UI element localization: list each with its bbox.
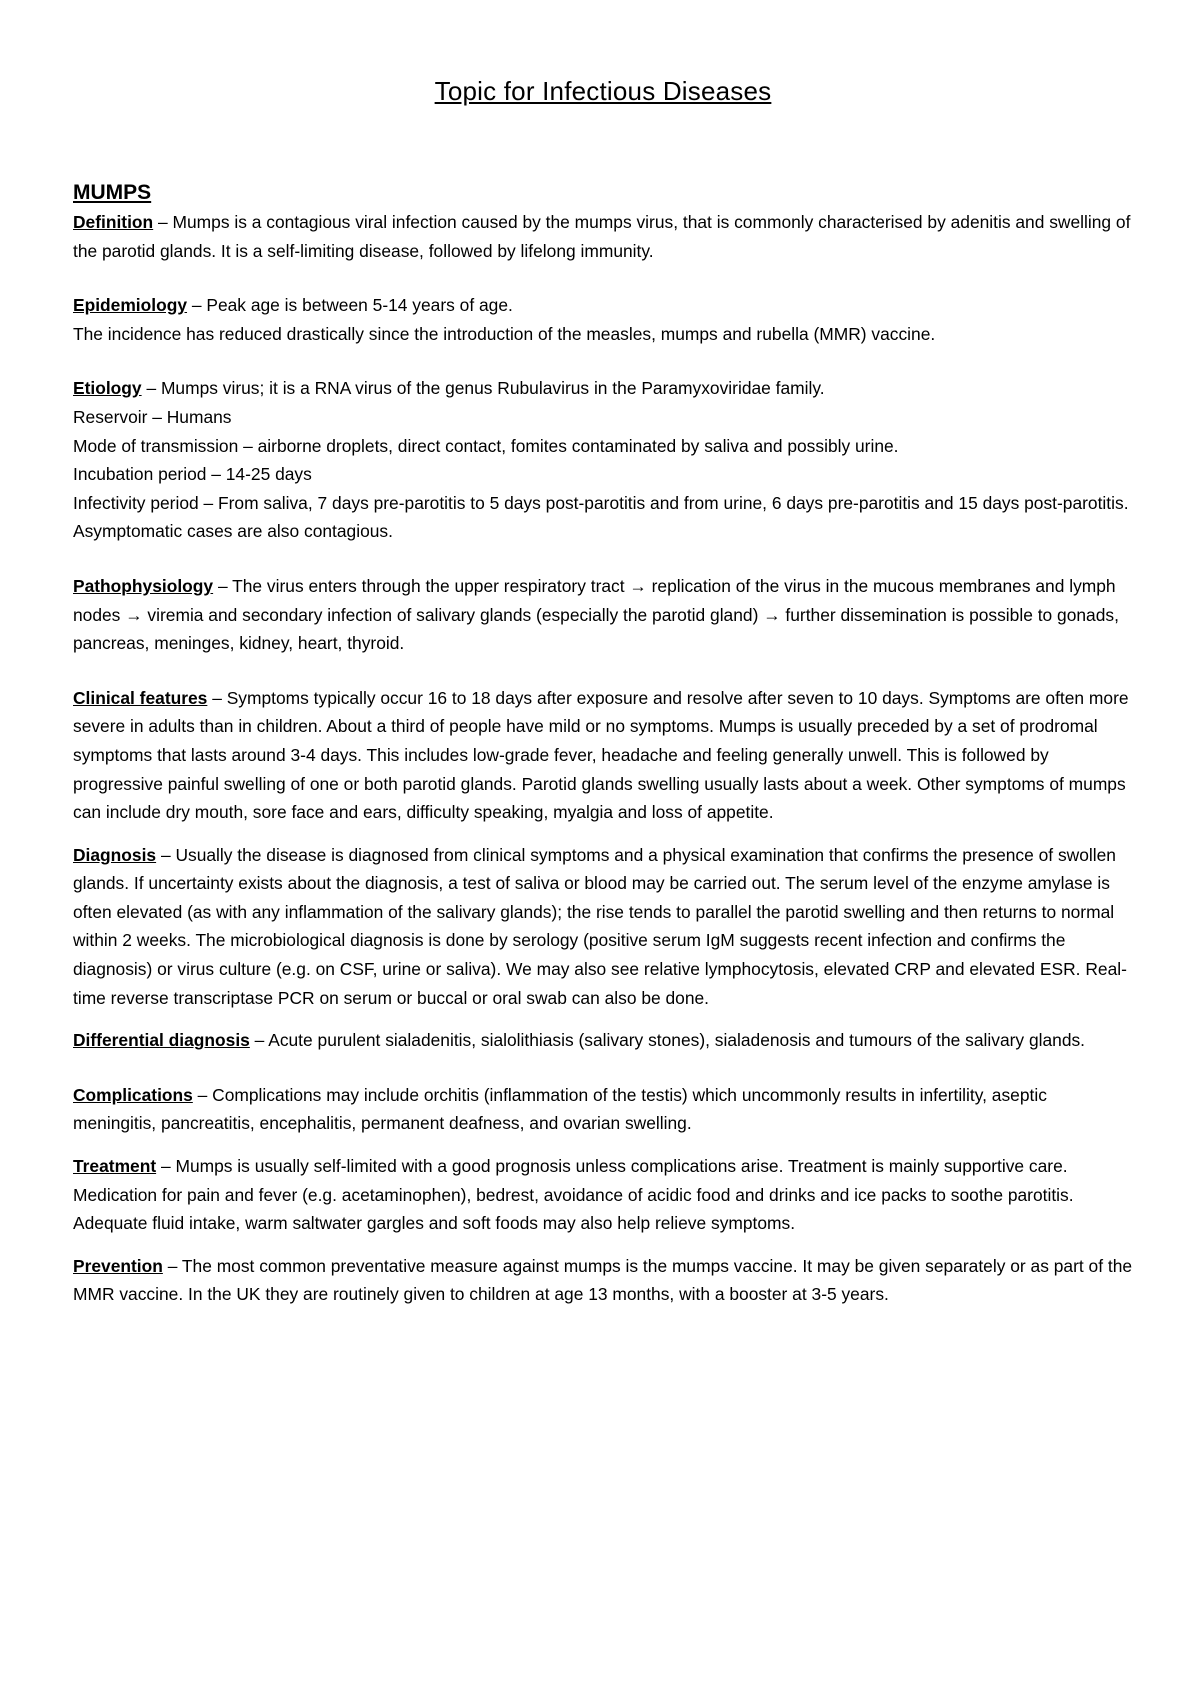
clinical-features-term: Clinical features <box>73 687 208 708</box>
definition-text: – Mumps is a contagious viral infection caused by the mumps virus, that is commonly characterised by adenitis and swelling of the parotid glands. It is a self-limiting disease, followed by lifelong immunity. <box>73 212 1131 261</box>
epidemiology-term: Epidemiology <box>73 295 188 316</box>
diagnosis-term: Diagnosis <box>73 844 157 865</box>
definition-section <box>73 208 1133 265</box>
epidemiology-section <box>73 291 1133 348</box>
definition-term: Definition <box>73 212 154 232</box>
clinical-features-text: – Symptoms typically occur 16 to 18 days after exposure and resolve after seven to 10 days. Symptoms are often more severe in adults than in children. About a third of people have mild or no symptoms. Mumps is usually preceded by a set of prodromal symptoms that lasts around 3-4 days. This includes low-grade fever, headache and feeling generally unwell. This is followed by progressive painful swelling of one or both parotid glands. Parotid glands swelling usually lasts about a week. Other symptoms of mumps can include dry mouth, sore face and ears, difficulty speaking, myalgia and loss of appetite. <box>73 687 1129 823</box>
etiology-transmission: Mode of transmission – airborne droplets, direct contact, fomites contaminated by saliva and possibly urine. <box>73 435 899 456</box>
epidemiology-incidence: The incidence has reduced drastically since the introduction of the measles, mumps and rubella (MMR) vaccine. <box>73 323 936 344</box>
disease-heading: MUMPS <box>73 181 152 204</box>
differential-diagnosis-section <box>73 1026 1133 1055</box>
clinical-features-section <box>73 684 1133 827</box>
document-title: Topic for Infectious Diseases <box>434 76 772 106</box>
epidemiology-text: – Peak age is between 5-14 years of age. <box>187 295 513 316</box>
prevention-section <box>73 1252 1133 1309</box>
treatment-text: – Mumps is usually self-limited with a good prognosis unless complications arise. Treatment is mainly supportive care. Medication for pain and fever (e.g. acetaminophen), bedrest, avoidance of acidic food and drinks and ice packs to soothe parotitis. Adequate fluid intake, warm saltwater gargles and soft foods may also help relieve symptoms. <box>73 1156 1074 1234</box>
treatment-section <box>73 1152 1133 1238</box>
prevention-term: Prevention <box>73 1255 163 1276</box>
pathophysiology-section <box>73 572 1133 658</box>
etiology-incubation: Incubation period – 14-25 days <box>73 464 312 485</box>
complications-text: – Complications may include orchitis (inflammation of the testis) which uncommonly results in infertility, aseptic meningitis, pancreatitis, encephalitis, permanent deafness, and ovarian swelling. <box>73 1084 1047 1134</box>
pathophysiology-term: Pathophysiology <box>73 575 214 596</box>
complications-term: Complications <box>73 1084 193 1105</box>
etiology-reservoir: Reservoir – Humans <box>73 406 232 427</box>
pathophysiology-text: – The virus enters through the upper respiratory tract → replication of the virus in the mucous membranes and lymph nodes → viremia and secondary infection of salivary glands (especially the parotid gland) → further dissemination is possible to gonads, pancreas, meninges, kidney, heart, thyroid. <box>73 575 1119 654</box>
prevention-text: – The most common preventative measure against mumps is the mumps vaccine. It may be given separately or as part of the MMR vaccine. In the UK they are routinely given to children at age 13 months, with a booster at 3-5 years. <box>73 1255 1133 1305</box>
diagnosis-text: – Usually the disease is diagnosed from clinical symptoms and a physical examination that confirms the presence of swollen glands. If uncertainty exists about the diagnosis, a test of saliva or blood may be carried out. The serum level of the enzyme amylase is often elevated (as with any inflammation of the salivary glands); the rise tends to parallel the parotid swelling and then returns to normal within 2 weeks. The microbiological diagnosis is done by serology (positive serum IgM suggests recent infection and confirms the diagnosis) or virus culture (e.g. on CSF, urine or saliva). We may also see relative lymphocytosis, elevated CRP and elevated ESR. Real-time reverse transcriptase PCR on serum or buccal or oral swab can also be done. <box>73 844 1127 1008</box>
treatment-term: Treatment <box>73 1156 157 1177</box>
complications-section <box>73 1081 1133 1138</box>
document-page <box>73 76 1133 1309</box>
etiology-section <box>73 374 1133 546</box>
etiology-text: – Mumps virus; it is a RNA virus of the genus Rubulavirus in the Paramyxoviridae family. <box>141 378 825 399</box>
etiology-term: Etiology <box>73 378 142 399</box>
differential-diagnosis-text: – Acute purulent sialadenitis, sialolithiasis (salivary stones), sialadenosis and tumours of the salivary glands. <box>249 1030 1086 1051</box>
differential-diagnosis-term: Differential diagnosis <box>73 1030 250 1051</box>
etiology-infectivity: Infectivity period – From saliva, 7 days pre-parotitis to 5 days post-parotitis and from urine, 6 days pre-parotitis and 15 days post-parotitis. Asymptomatic cases are also contagious. <box>73 492 1129 542</box>
diagnosis-section <box>73 841 1133 1013</box>
